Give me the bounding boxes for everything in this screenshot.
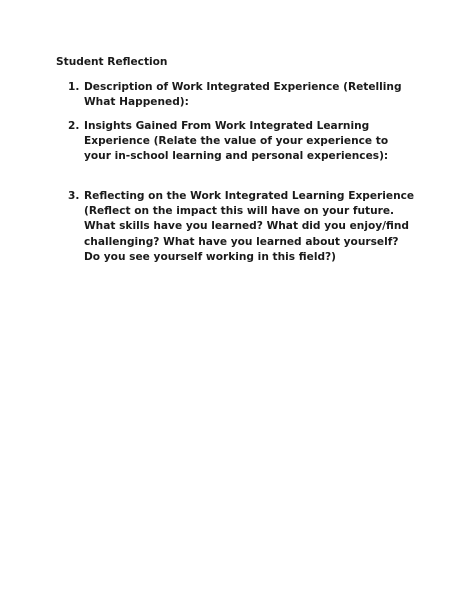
item-text: Reflecting on the Work Integrated Learning Experience (Reflect on the impact this will have on your future. What skills have you learned? What did you enjoy/find challenging? What have you learned about yourself? Do you see yourself working in this field?) [84,190,415,263]
document-title: Student Reflection [56,56,168,68]
item-text: Insights Gained From Work Integrated Learning Experience (Relate the value of your experience to your in-school learning and personal experiences): [84,120,389,163]
item-text: Description of Work Integrated Experience (Retelling What Happened): [84,81,402,109]
item-number: 2. [68,120,80,132]
item-number: 3. [68,190,80,202]
item-number: 1. [68,81,80,93]
reflection-item-reflecting [68,189,418,265]
reflection-item-insights [68,119,418,165]
reflection-item-description [68,80,418,110]
